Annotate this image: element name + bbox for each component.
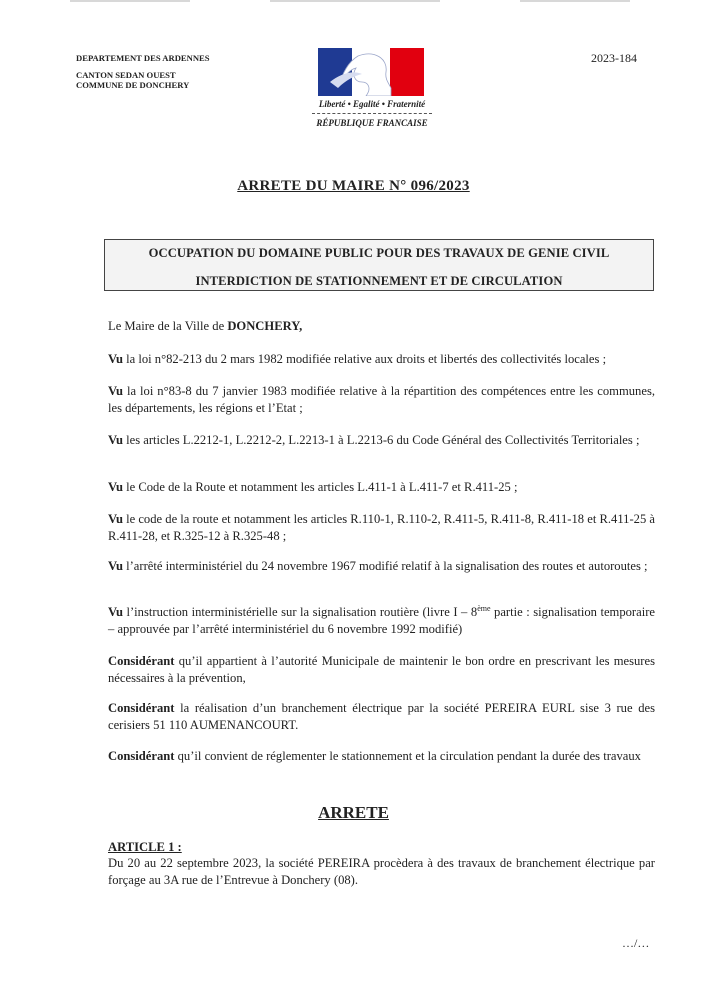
vu-keyword: Vu: [108, 352, 123, 366]
instruction-paragraph: [108, 604, 655, 638]
ordinal-superscript: ème: [477, 603, 491, 613]
republic-motto: Liberté • Egalité • Fraternité: [318, 99, 426, 109]
vu-text: partie : signalisation temporaire – approuvée par l’arrêté interministériel du 6 novembre 1992 modifié): [108, 605, 656, 636]
administrative-header: [76, 53, 210, 90]
vu-keyword: Vu: [108, 559, 123, 573]
considerant-keyword: Considérant: [108, 749, 175, 763]
subject-line-1: OCCUPATION DU DOMAINE PUBLIC POUR DES TRAVAUX DE GENIE CIVIL: [148, 246, 610, 260]
vu-text: le Code de la Route et notamment les articles L.411-1 à L.411-7 et R.411-25 ;: [122, 480, 518, 494]
considerant-keyword: Considérant: [108, 654, 175, 668]
considerant-text: qu’il convient de réglementer le stationnement et la circulation pendant la durée des travaux: [174, 749, 641, 763]
considerant-paragraph: [108, 653, 655, 687]
vu-text: le code de la route et notamment les articles R.110-1, R.110-2, R.411-5, R.411-8, R.411-18 et R.411-25 à R.411-28, et R.325-12 à R.325-48 ;: [108, 512, 655, 543]
vu-paragraph: [108, 511, 655, 545]
subject-line-2: INTERDICTION DE STATIONNEMENT ET DE CIRCULATION: [195, 274, 563, 288]
vu-keyword: Vu: [108, 480, 123, 494]
scan-border-mark: [70, 0, 190, 2]
vu-keyword: Vu: [108, 605, 123, 619]
considerant-keyword: Considérant: [108, 701, 175, 715]
vu-text: les articles L.2212-1, L.2212-2, L.2213-1 à L.2213-6 du Code Général des Collectivités Territoriales ;: [122, 433, 640, 447]
city-name: DONCHERY,: [227, 319, 303, 333]
commune-name: COMMUNE DE DONCHERY: [76, 80, 190, 90]
vu-text: la loi n°82-213 du 2 mars 1982 modifiée relative aux droits et libertés des collectivités locales ;: [122, 352, 607, 366]
decree-title: ARRETE DU MAIRE N° 096/2023: [237, 178, 470, 194]
vu-text: l’instruction interministérielle sur la signalisation routière (livre I – 8: [122, 605, 478, 619]
article-1-text: Du 20 au 22 septembre 2023, la société PEREIRA procèdera à des travaux de branchement électrique par forçage au 3A rue de l’Entrevue à Donchery (08).: [108, 856, 655, 887]
department-name: DEPARTEMENT DES ARDENNES: [76, 53, 210, 63]
scan-border-mark: [270, 0, 440, 2]
continued-marker: …/…: [622, 936, 650, 950]
vu-paragraph: [108, 432, 655, 449]
considerant-text: qu’il appartient à l’autorité Municipale de maintenir le bon ordre en prescrivant les mesures nécessaires à la prévention,: [108, 654, 655, 685]
marianne-logo: [318, 48, 424, 96]
vu-paragraph: [108, 479, 655, 496]
arrete-heading: ARRETE: [318, 803, 389, 822]
vu-paragraph: [108, 558, 655, 575]
considerant-paragraph: [108, 700, 655, 734]
document-reference: 2023-184: [591, 51, 637, 65]
vu-text: l’arrêté interministériel du 24 novembre 1967 modifié relatif à la signalisation des routes et autoroutes ;: [122, 559, 648, 573]
republic-name: RÉPUBLIQUE FRANCAISE: [316, 118, 428, 128]
canton-name: CANTON SEDAN OUEST: [76, 70, 176, 80]
vu-text: la loi n°83-8 du 7 janvier 1983 modifiée relative à la répartition des compétences entre les communes, les départements, les régions et l’Etat ;: [108, 384, 655, 415]
vu-keyword: Vu: [108, 512, 123, 526]
subject-box: [104, 239, 654, 291]
article-1-title: ARTICLE 1 :: [108, 840, 182, 854]
vu-paragraph: [108, 351, 655, 368]
vu-paragraph: [108, 383, 655, 417]
intro-paragraph: [108, 318, 655, 335]
motto-divider: [312, 113, 432, 114]
vu-keyword: Vu: [108, 384, 123, 398]
considerant-text: la réalisation d’un branchement électrique par la société PEREIRA EURL sise 3 rue des cerisiers 51 110 AUMENANCOURT.: [108, 701, 655, 732]
considerant-paragraph: [108, 748, 655, 765]
intro-text: Le Maire de la Ville de: [108, 319, 228, 333]
vu-keyword: Vu: [108, 433, 123, 447]
scan-border-mark: [520, 0, 630, 2]
